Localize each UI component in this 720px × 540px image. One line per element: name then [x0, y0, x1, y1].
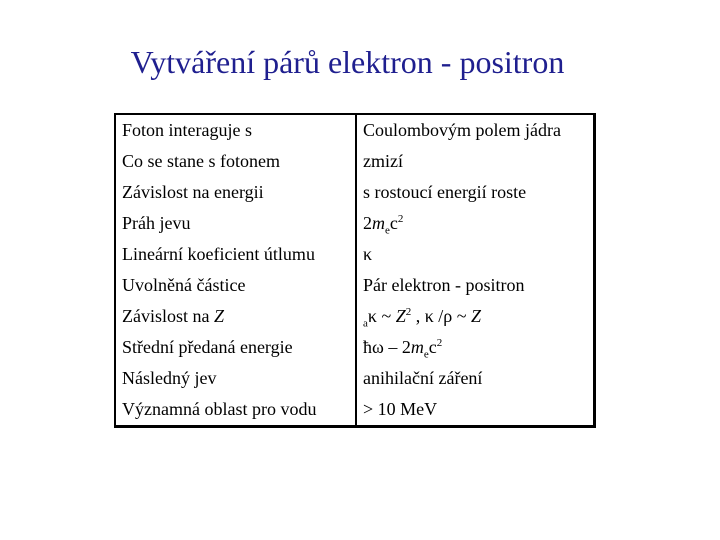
speed-of-light-symbol: c	[428, 337, 437, 357]
table-row	[116, 208, 593, 239]
row-value: > 10 MeV	[363, 399, 438, 419]
mean-energy-value	[356, 332, 593, 363]
table-row	[116, 239, 593, 270]
z-symbol: Z	[395, 306, 406, 326]
atomic-subscript: a	[363, 317, 368, 330]
row-label: Lineární koeficient útlumu	[116, 239, 356, 270]
row-label: Uvolněná částice	[116, 270, 356, 301]
row-value: Pár elektron - positron	[363, 275, 525, 295]
row-label: Závislost na energii	[116, 177, 356, 208]
kappa-symbol: κ	[367, 306, 377, 326]
speed-of-light-symbol: c	[389, 213, 398, 233]
z-symbol: Z	[471, 306, 482, 326]
z-dependence-value	[356, 301, 593, 332]
row-value: κ	[363, 244, 373, 264]
table-row	[116, 115, 593, 146]
electron-subscript: e	[385, 224, 390, 237]
table-row	[116, 146, 593, 177]
table-row	[116, 270, 593, 301]
row-label: Následný jev	[116, 363, 356, 394]
z-label-text: Závislost na	[122, 306, 214, 326]
row-value: Coulombovým polem jádra	[363, 120, 561, 140]
electron-mass-symbol: m	[410, 337, 424, 357]
threshold-value	[356, 208, 593, 239]
mass-coefficient-text: , κ /ρ ~	[411, 306, 472, 326]
row-label: Střední předaná energie	[116, 332, 356, 363]
row-value: anihilační záření	[363, 368, 483, 388]
row-value: s rostoucí energií roste	[363, 182, 527, 202]
electron-subscript: e	[423, 348, 429, 361]
table-row	[116, 177, 593, 208]
slide-title: Vytváření párů elektron - positron	[130, 44, 565, 80]
exponent: 2	[397, 213, 404, 225]
proportional-sign: ~	[376, 306, 396, 326]
photon-energy-text: ħω – 2	[363, 337, 411, 357]
exponent: 2	[405, 306, 412, 318]
row-label: Práh jevu	[116, 208, 356, 239]
table-row	[116, 394, 593, 425]
z-dependence-label	[116, 301, 356, 332]
properties-table	[114, 113, 596, 428]
row-label: Významná oblast pro vodu	[116, 394, 356, 425]
threshold-coefficient: 2	[363, 213, 372, 233]
table-row	[116, 301, 593, 332]
table-row	[116, 363, 593, 394]
electron-mass-symbol: m	[372, 213, 385, 233]
table-row	[116, 332, 593, 363]
z-symbol: Z	[214, 306, 225, 326]
exponent: 2	[436, 337, 443, 349]
row-label: Foton interaguje s	[116, 115, 356, 146]
row-value: zmizí	[363, 151, 403, 171]
row-label: Co se stane s fotonem	[116, 146, 356, 177]
